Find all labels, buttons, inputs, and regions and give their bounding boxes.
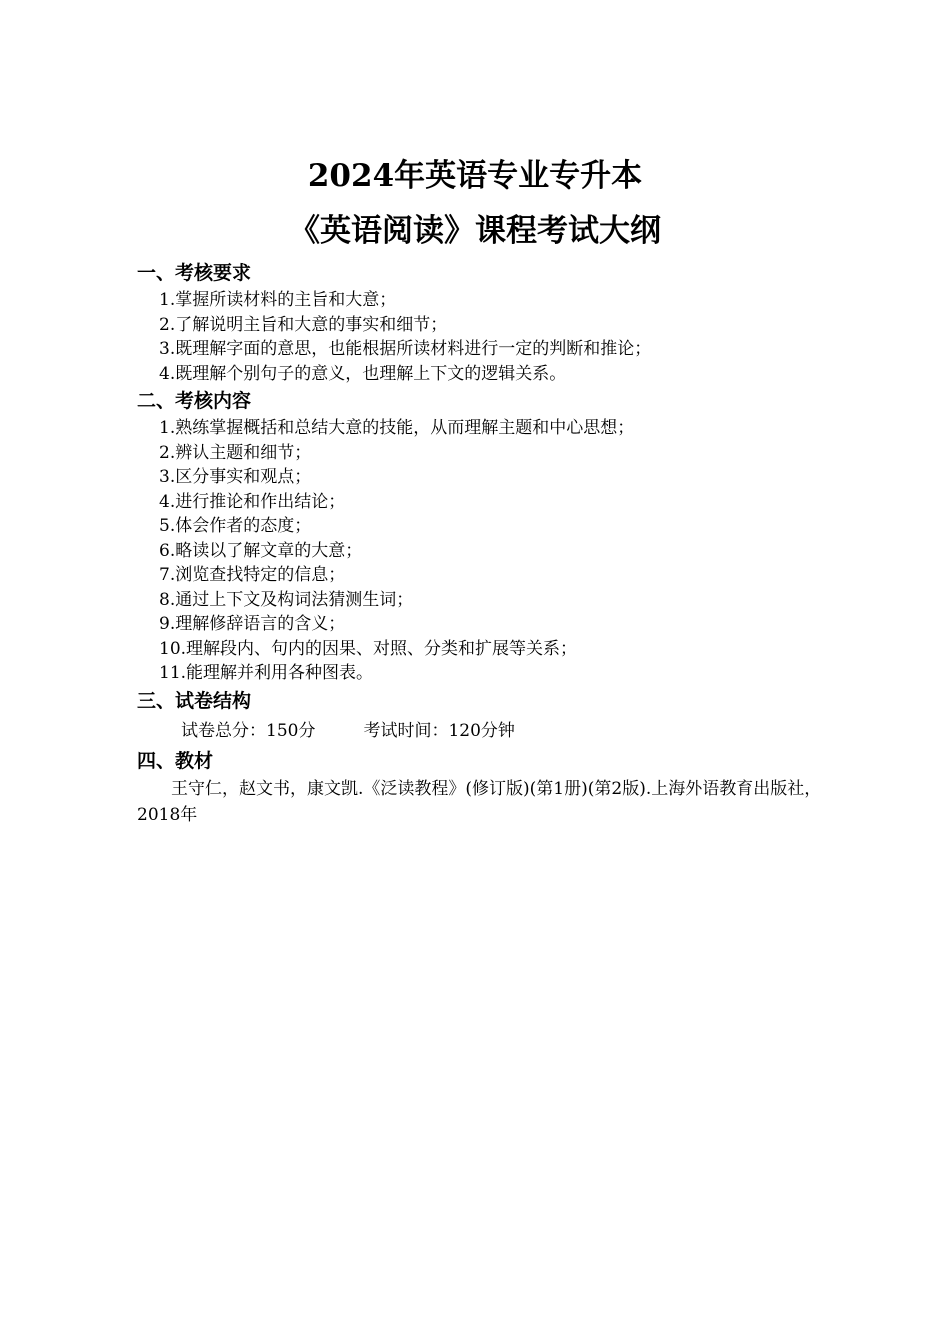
- list-item: 4.进行推论和作出结论；: [159, 491, 346, 512]
- list-item: 7.浏览查找特定的信息；: [159, 565, 346, 585]
- total-score: 试卷总分：150分: [181, 720, 316, 741]
- document-title: 2024年英语专业专升本: [307, 158, 643, 194]
- list-item: 9.理解修辞语言的含义；: [159, 614, 346, 634]
- section-heading: 三、试卷结构: [137, 689, 252, 712]
- requirements-list: [137, 288, 837, 386]
- list-item: 10.理解段内、句内的因果、对照、分类和扩展等关系；: [159, 638, 578, 659]
- list-item: 1.熟练掌握概括和总结大意的技能，从而理解主题和中心思想；: [159, 418, 635, 438]
- list-item: 4.既理解个别句子的意义，也理解上下文的逻辑关系。: [159, 363, 567, 384]
- content-list: [137, 416, 837, 686]
- list-item: 6.略读以了解文章的大意；: [159, 540, 363, 561]
- section-content: [137, 386, 837, 686]
- exam-info-line: [137, 716, 837, 746]
- section-structure: [137, 686, 837, 746]
- section-heading: 二、考核内容: [137, 390, 252, 412]
- list-item: 2.了解说明主旨和大意的事实和细节；: [159, 314, 448, 335]
- textbook-citation: 王守仁，赵文书，康文凯.《泛读教程》(修订版)(第1册)(第2版).上海外语教育出版社，2018年: [137, 778, 822, 825]
- exam-time: 考试时间：120分钟: [363, 720, 515, 741]
- list-item: 1.掌握所读材料的主旨和大意；: [159, 290, 397, 310]
- section-heading: 一、考核要求: [137, 262, 252, 284]
- section-requirements: [137, 258, 837, 386]
- list-item: 11.能理解并利用各种图表。: [159, 663, 374, 683]
- list-item: 3.区分事实和观点；: [159, 467, 312, 487]
- list-item: 3.既理解字面的意思，也能根据所读材料进行一定的判断和推论；: [159, 339, 652, 359]
- document-body: [137, 258, 837, 828]
- list-item: 2.辨认主题和细节；: [159, 442, 312, 463]
- section-textbook: [137, 746, 837, 828]
- list-item: 5.体会作者的态度；: [159, 516, 312, 536]
- document-subtitle: 《英语阅读》课程考试大纲: [289, 213, 661, 249]
- section-heading: 四、教材: [137, 749, 214, 772]
- list-item: 8.通过上下文及构词法猜测生词；: [159, 589, 414, 610]
